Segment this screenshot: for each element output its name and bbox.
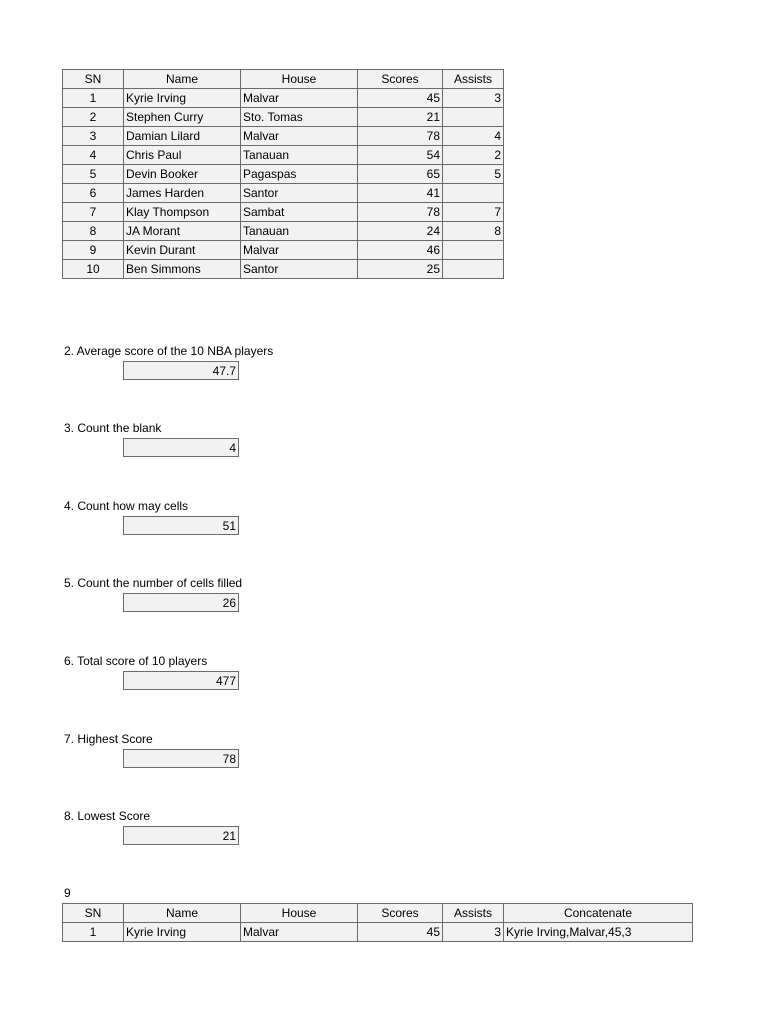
sn-cell[interactable]: 1 bbox=[63, 923, 124, 942]
header-cell[interactable]: Assists bbox=[443, 70, 504, 89]
scores-cell[interactable]: 45 bbox=[358, 89, 443, 108]
answer-cell-count-filled[interactable]: 26 bbox=[123, 593, 239, 612]
section-9-label: 9 bbox=[64, 886, 71, 900]
header-cell[interactable]: House bbox=[241, 904, 358, 923]
answer-cell-total-score[interactable]: 477 bbox=[123, 671, 239, 690]
scores-cell[interactable]: 25 bbox=[358, 260, 443, 279]
scores-cell[interactable]: 41 bbox=[358, 184, 443, 203]
header-cell[interactable]: Concatenate bbox=[504, 904, 693, 923]
header-cell[interactable]: SN bbox=[63, 70, 124, 89]
sn-cell[interactable]: 3 bbox=[63, 127, 124, 146]
scores-cell[interactable]: 65 bbox=[358, 165, 443, 184]
sn-cell[interactable]: 9 bbox=[63, 241, 124, 260]
header-cell[interactable]: Name bbox=[124, 70, 241, 89]
assists-cell[interactable] bbox=[443, 108, 504, 127]
house-cell[interactable]: Malvar bbox=[241, 923, 358, 942]
house-cell[interactable]: Santor bbox=[241, 184, 358, 203]
header-cell[interactable]: Scores bbox=[358, 904, 443, 923]
assists-cell[interactable]: 8 bbox=[443, 222, 504, 241]
house-cell[interactable]: Malvar bbox=[241, 127, 358, 146]
table-row bbox=[63, 127, 504, 146]
scores-cell[interactable]: 54 bbox=[358, 146, 443, 165]
table-row bbox=[63, 923, 693, 942]
sn-cell[interactable]: 2 bbox=[63, 108, 124, 127]
question-label-count-blank: 3. Count the blank bbox=[64, 421, 162, 435]
name-cell[interactable]: Devin Booker bbox=[124, 165, 241, 184]
question-label-lowest-score: 8. Lowest Score bbox=[64, 809, 151, 823]
table-row bbox=[63, 222, 504, 241]
house-cell[interactable]: Pagaspas bbox=[241, 165, 358, 184]
header-cell[interactable]: Name bbox=[124, 904, 241, 923]
table-row bbox=[63, 89, 504, 108]
sn-cell[interactable]: 5 bbox=[63, 165, 124, 184]
scores-cell[interactable]: 45 bbox=[358, 923, 443, 942]
assists-cell[interactable]: 4 bbox=[443, 127, 504, 146]
table-row bbox=[63, 108, 504, 127]
sn-cell[interactable]: 1 bbox=[63, 89, 124, 108]
table-row bbox=[63, 203, 504, 222]
table-row bbox=[63, 260, 504, 279]
name-cell[interactable]: Damian Lilard bbox=[124, 127, 241, 146]
house-cell[interactable]: Sambat bbox=[241, 203, 358, 222]
table-row bbox=[63, 146, 504, 165]
assists-cell[interactable]: 3 bbox=[443, 923, 504, 942]
sn-cell[interactable]: 7 bbox=[63, 203, 124, 222]
players-table bbox=[62, 69, 504, 279]
house-cell[interactable]: Malvar bbox=[241, 89, 358, 108]
table-header-row bbox=[63, 70, 504, 89]
assists-cell[interactable] bbox=[443, 184, 504, 203]
scores-cell[interactable]: 78 bbox=[358, 127, 443, 146]
scores-cell[interactable]: 78 bbox=[358, 203, 443, 222]
header-cell[interactable]: House bbox=[241, 70, 358, 89]
name-cell[interactable]: JA Morant bbox=[124, 222, 241, 241]
name-cell[interactable]: Kyrie Irving bbox=[124, 89, 241, 108]
house-cell[interactable]: Malvar bbox=[241, 241, 358, 260]
assists-cell[interactable] bbox=[443, 241, 504, 260]
answer-cell-highest-score[interactable]: 78 bbox=[123, 749, 239, 768]
scores-cell[interactable]: 21 bbox=[358, 108, 443, 127]
name-cell[interactable]: Chris Paul bbox=[124, 146, 241, 165]
table-row bbox=[63, 184, 504, 203]
sn-cell[interactable]: 8 bbox=[63, 222, 124, 241]
name-cell[interactable]: Kyrie Irving bbox=[124, 923, 241, 942]
name-cell[interactable]: Kevin Durant bbox=[124, 241, 241, 260]
answer-cell-average[interactable]: 47.7 bbox=[123, 361, 239, 380]
name-cell[interactable]: James Harden bbox=[124, 184, 241, 203]
sn-cell[interactable]: 10 bbox=[63, 260, 124, 279]
answer-cell-count-cells[interactable]: 51 bbox=[123, 516, 239, 535]
answer-cell-count-blank[interactable]: 4 bbox=[123, 438, 239, 457]
header-cell[interactable]: SN bbox=[63, 904, 124, 923]
answer-cell-lowest-score[interactable]: 21 bbox=[123, 826, 239, 845]
assists-cell[interactable] bbox=[443, 260, 504, 279]
house-cell[interactable]: Santor bbox=[241, 260, 358, 279]
sn-cell[interactable]: 6 bbox=[63, 184, 124, 203]
header-cell[interactable]: Assists bbox=[443, 904, 504, 923]
scores-cell[interactable]: 24 bbox=[358, 222, 443, 241]
scores-cell[interactable]: 46 bbox=[358, 241, 443, 260]
assists-cell[interactable]: 3 bbox=[443, 89, 504, 108]
table-row bbox=[63, 165, 504, 184]
question-label-count-filled: 5. Count the number of cells filled bbox=[64, 576, 243, 590]
sn-cell[interactable]: 4 bbox=[63, 146, 124, 165]
question-label-average: 2. Average score of the 10 NBA players bbox=[64, 344, 274, 358]
question-label-highest-score: 7. Highest Score bbox=[64, 732, 153, 746]
name-cell[interactable]: Stephen Curry bbox=[124, 108, 241, 127]
name-cell[interactable]: Klay Thompson bbox=[124, 203, 241, 222]
assists-cell[interactable]: 2 bbox=[443, 146, 504, 165]
question-label-count-cells: 4. Count how may cells bbox=[64, 499, 189, 513]
question-label-total-score: 6. Total score of 10 players bbox=[64, 654, 208, 668]
assists-cell[interactable]: 5 bbox=[443, 165, 504, 184]
concatenate-cell[interactable]: Kyrie Irving,Malvar,45,3 bbox=[504, 923, 693, 942]
header-cell[interactable]: Scores bbox=[358, 70, 443, 89]
house-cell[interactable]: Tanauan bbox=[241, 146, 358, 165]
table-header-row bbox=[63, 904, 693, 923]
assists-cell[interactable]: 7 bbox=[443, 203, 504, 222]
name-cell[interactable]: Ben Simmons bbox=[124, 260, 241, 279]
concatenate-table bbox=[62, 903, 693, 942]
house-cell[interactable]: Sto. Tomas bbox=[241, 108, 358, 127]
house-cell[interactable]: Tanauan bbox=[241, 222, 358, 241]
table-row bbox=[63, 241, 504, 260]
